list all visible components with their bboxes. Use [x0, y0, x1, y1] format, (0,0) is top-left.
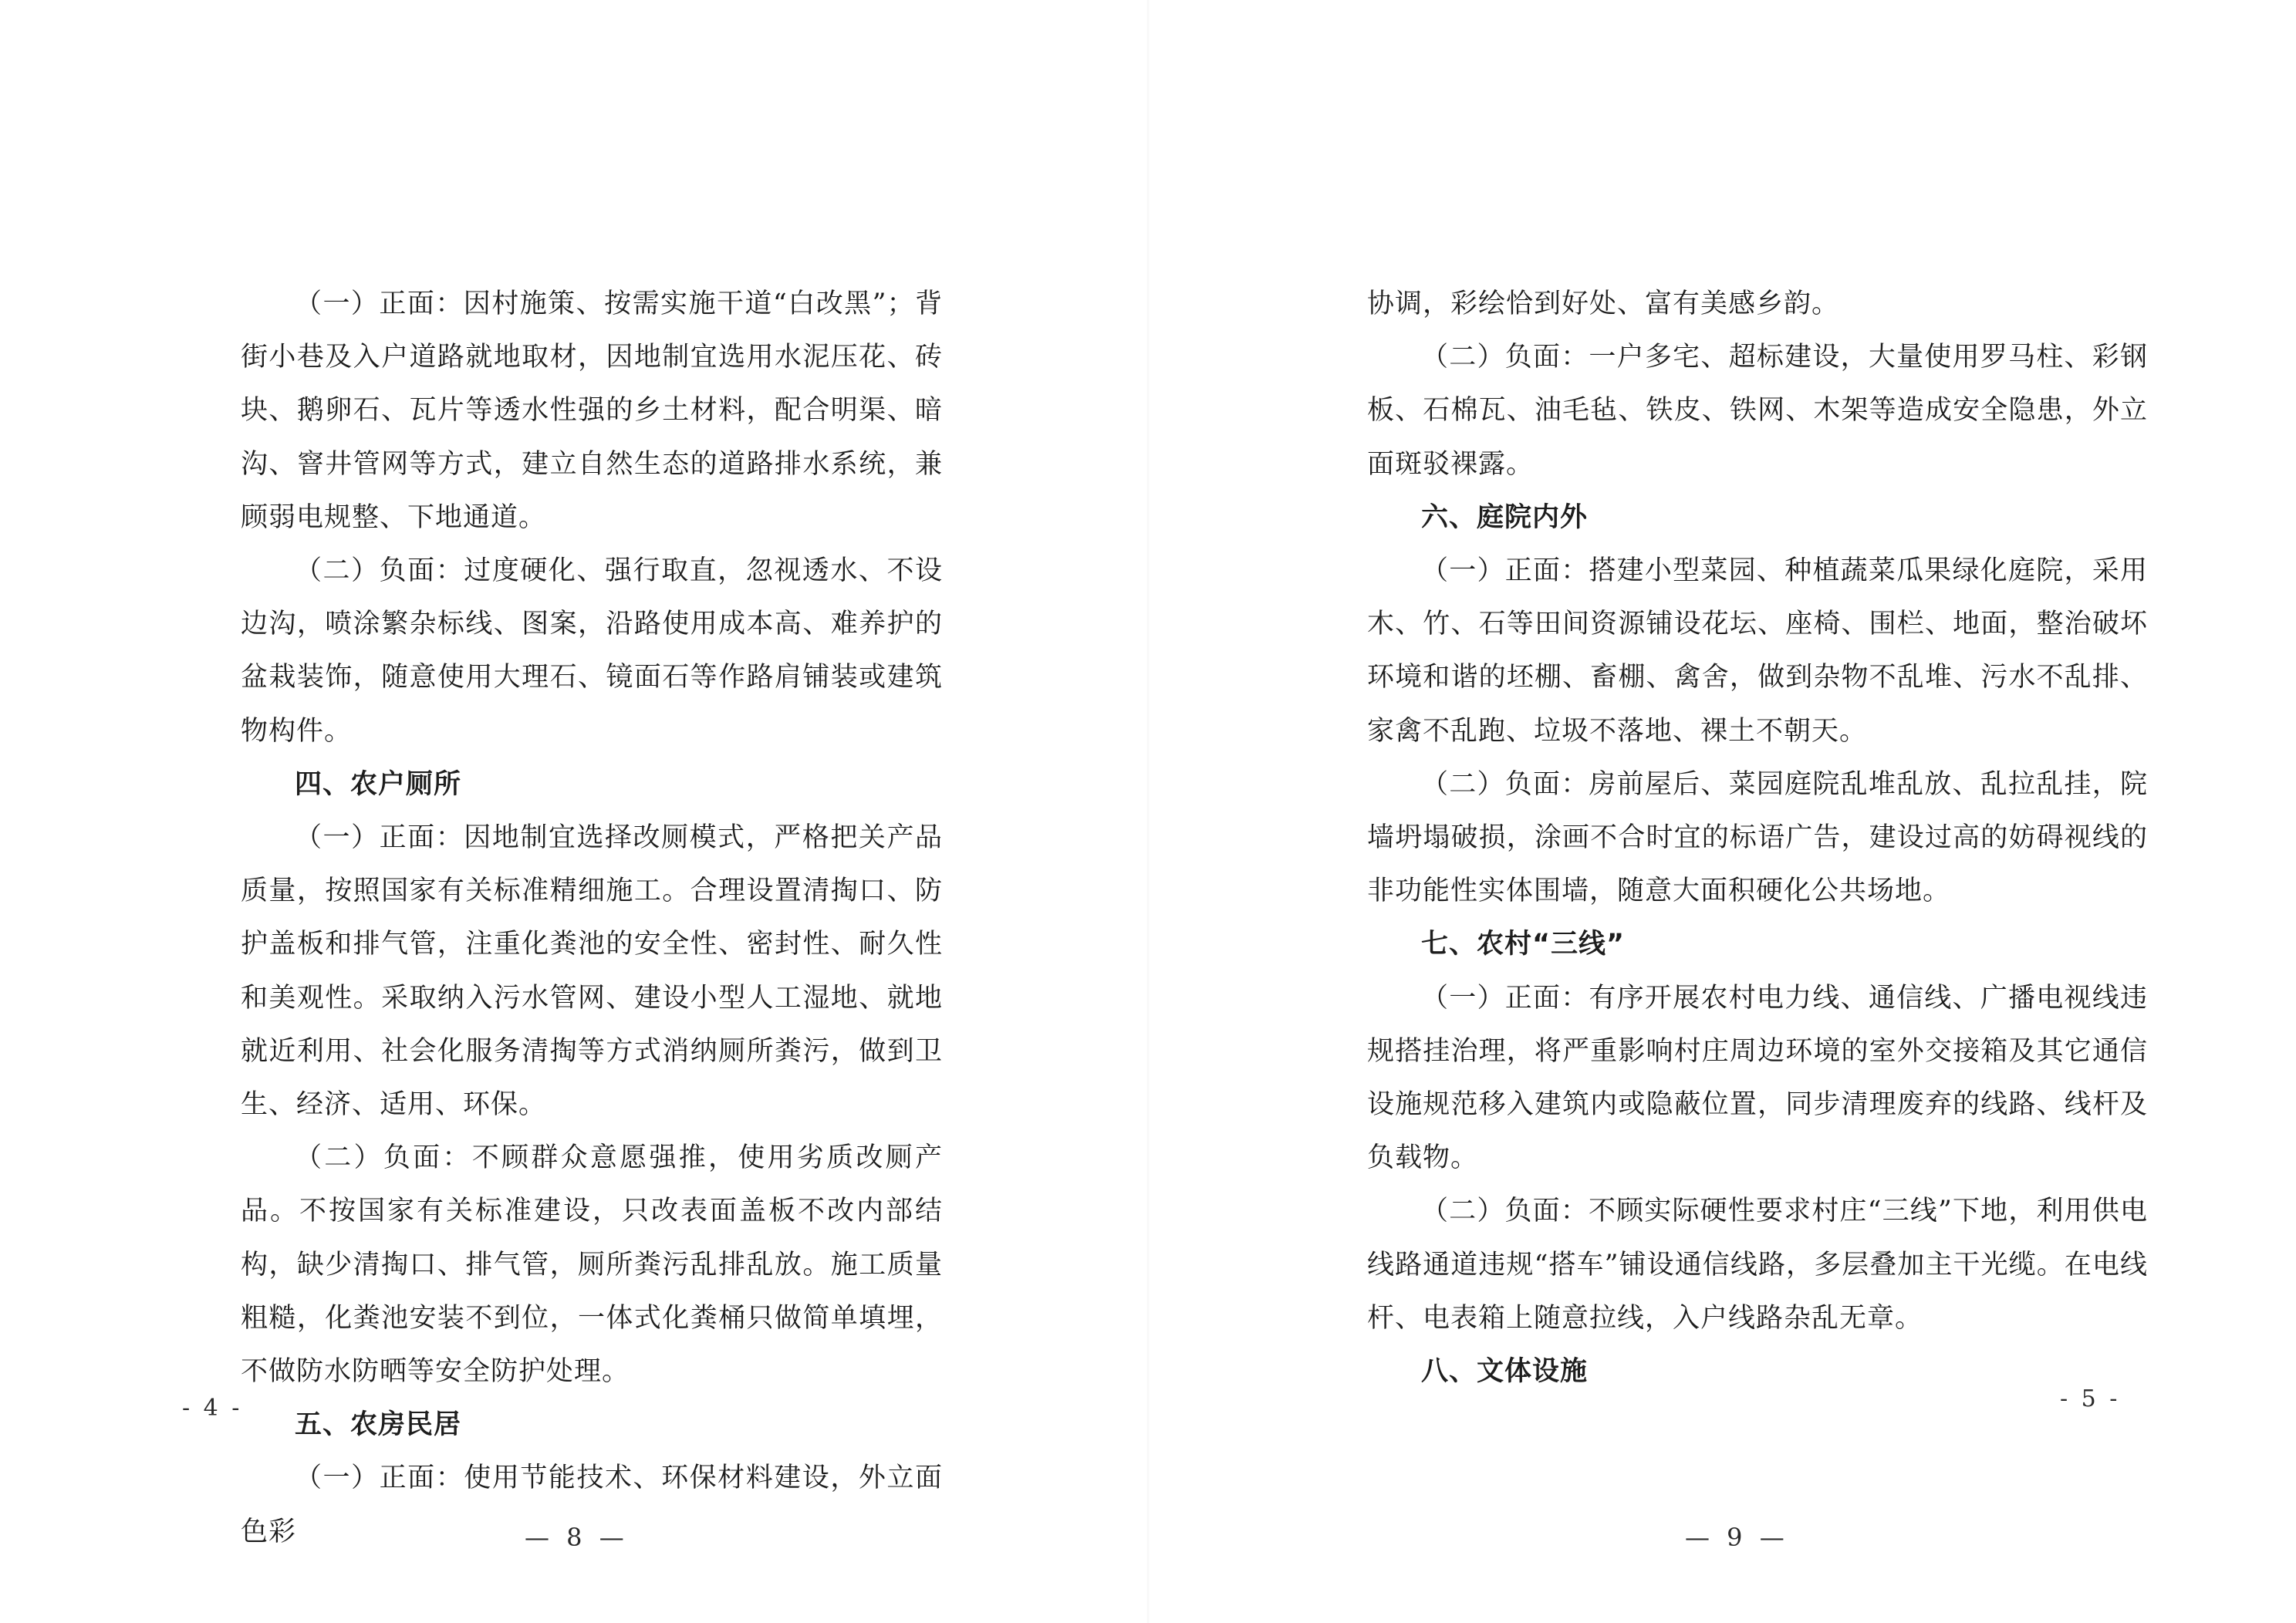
paragraph: （二）负面：房前屋后、菜园庭院乱堆乱放、乱拉乱挂，院墙坍塌破损，涂画不合时宜的标语广告，建设过高的妨碍视线的非功能性实体围墙，随意大面积硬化公共场地。	[1367, 768, 2148, 907]
right-page	[1148, 0, 2296, 1623]
paragraph: （一）正面：因村施策、按需实施干道“白改黑”；背街小巷及入户道路就地取材，因地制宜选用水泥压花、砖块、鹅卵石、瓦片等透水性强的乡土材料，配合明渠、暗沟、窨井管网等方式，建立自然生态的道路排水系统，兼顾弱电规整、下地通道。	[241, 288, 943, 533]
page-number-outer: — 9 —	[1685, 1523, 1789, 1552]
page-number-outer: — 8 —	[525, 1523, 629, 1552]
paragraph: （一）正面：使用节能技术、环保材料建设，外立面色彩	[241, 1463, 943, 1547]
paragraph: （二）负面：不顾群众意愿强推，使用劣质改厕产品。不按国家有关标准建设，只改表面盖板不改内部结构，缺少清掏口、排气管，厕所粪污乱排乱放。施工质量粗糙，化粪池安装不到位，一体式化粪桶只做简单填埋，不做防水防晒等安全防护处理。	[241, 1142, 943, 1388]
paragraph: （一）正面：因地制宜选择改厕模式，严格把关产品质量，按照国家有关标准精细施工。合理设置清掏口、防护盖板和排气管，注重化粪池的安全性、密封性、耐久性和美观性。采取纳入污水管网、建设小型人工湿地、就地就近利用、社会化服务清掏等方式消纳厕所粪污，做到卫生、经济、适用、环保。	[241, 822, 943, 1121]
section-heading: 五、农房民居	[295, 1409, 462, 1441]
page-number-inner: - 5 -	[2060, 1385, 2121, 1412]
paragraph: （二）负面：不顾实际硬性要求村庄“三线”下地，利用供电线路通道违规“搭车”铺设通信线路，多层叠加主干光缆。在电线杆、电表箱上随意拉线，入户线路杂乱无章。	[1367, 1196, 2148, 1334]
paragraph: （一）正面：有序开展农村电力线、通信线、广播电视线违规搭挂治理，将严重影响村庄周边环境的室外交接箱及其它通信设施规范移入建筑内或隐蔽位置，同步清理废弃的线路、线杆及负载物。	[1367, 982, 2148, 1174]
left-page-text	[241, 278, 943, 1559]
paragraph: （二）负面：一户多宅、超标建设，大量使用罗马柱、彩钢板、石棉瓦、油毛毡、铁皮、铁网、木架等造成安全隐患，外立面斑驳裸露。	[1367, 342, 2148, 480]
section-heading: 六、庭院内外	[1421, 501, 1589, 533]
paragraph-continuation: 协调，彩绘恰到好处、富有美感乡韵。	[1367, 288, 1840, 319]
right-page-text	[1367, 278, 2148, 1399]
section-heading: 七、农村“三线”	[1421, 929, 1626, 960]
section-heading: 八、文体设施	[1421, 1356, 1589, 1388]
paragraph: （一）正面：搭建小型菜园、种植蔬菜瓜果绿化庭院，采用木、竹、石等田间资源铺设花坛、座椅、围栏、地面，整治破坏环境和谐的坯棚、畜棚、禽舍，做到杂物不乱堆、污水不乱排、家禽不乱跑、垃圾不落地、裸土不朝天。	[1367, 555, 2148, 747]
page-number-inner: - 4 -	[182, 1395, 243, 1422]
section-heading: 四、农户厕所	[295, 768, 462, 800]
paragraph: （二）负面：过度硬化、强行取直，忽视透水、不设边沟，喷涂繁杂标线、图案，沿路使用成本高、难养护的盆栽装饰，随意使用大理石、镜面石等作路肩铺装或建筑物构件。	[241, 555, 943, 747]
